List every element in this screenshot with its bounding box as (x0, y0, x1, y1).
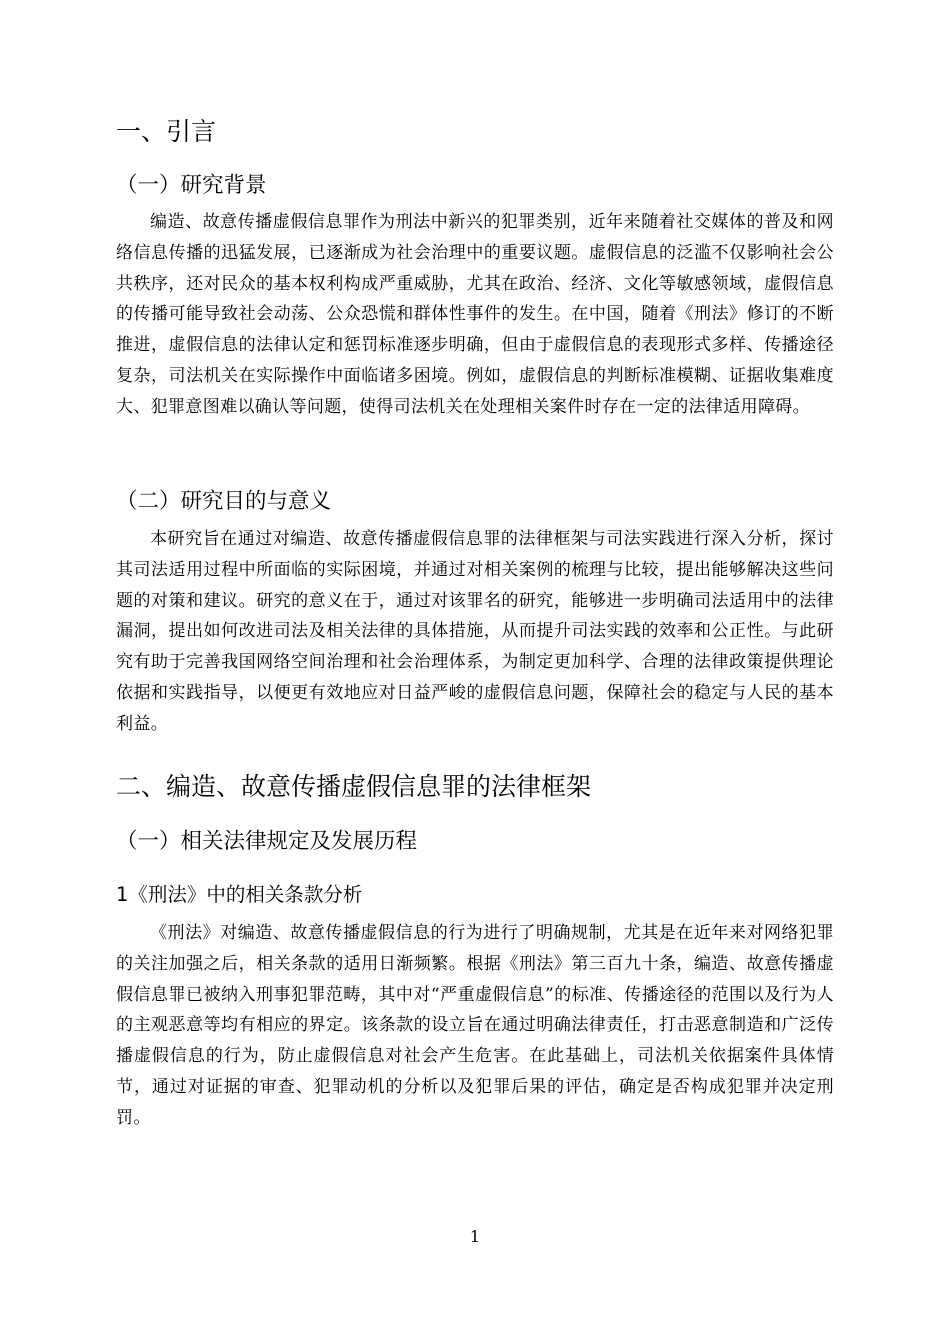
paragraph-criminal-law-articles: 《刑法》对编造、故意传播虚假信息的行为进行了明确规制，尤其是在近年来对网络犯罪的关注加强之后，相关条款的适用日渐频繁。根据《刑法》第三百九十条，编造、故意传播虚假信息罪已被纳入刑事犯罪范畴，其中对“严重虚假信息”的标准、传播途径的范围以及行为人的主观恶意等均有相应的界定。该条款的设立旨在通过明确法律责任，打击恶意制造和广泛传播虚假信息的行为，防止虚假信息对社会产生危害。在此基础上，司法机关依据案件具体情节，通过对证据的审查、犯罪动机的分析以及犯罪后果的评估，确定是否构成犯罪并决定刑罚。 (116, 923, 834, 1128)
subsection-heading-research-purpose: （二）研究目的与意义 (116, 489, 332, 514)
paragraph-research-background: 编造、故意传播虚假信息罪作为刑法中新兴的犯罪类别，近年来随着社交媒体的普及和网络信息传播的迅猛发展，已逐渐成为社会治理中的重要议题。虚假信息的泛滥不仅影响社会公共秩序，还对民众的基本权利构成严重威胁，尤其在政治、经济、文化等敏感领域，虚假信息的传播可能导致社会动荡、公众恐慌和群体性事件的发生。在中国，随着《刑法》修订的不断推进，虚假信息的法律认定和惩罚标准逐步明确，但由于虚假信息的表现形式多样、传播途径复杂，司法机关在实际操作中面临诸多困境。例如，虚假信息的判断标准模糊、证据收集难度大、犯罪意图难以确认等问题，使得司法机关在处理相关案件时存在一定的法律适用障碍。 (116, 212, 834, 417)
subsection-heading-research-background: （一）研究背景 (116, 173, 267, 198)
section-heading-introduction: 一、引言 (116, 117, 217, 146)
section-heading-legal-framework: 二、编造、故意传播虚假信息罪的法律框架 (116, 772, 592, 801)
page-number: 1 (469, 1227, 481, 1246)
subheading-criminal-law-articles: 1《刑法》中的相关条款分析 (116, 883, 363, 906)
paragraph-research-purpose: 本研究旨在通过对编造、故意传播虚假信息罪的法律框架与司法实践进行深入分析，探讨其司法适用过程中所面临的实际困境，并通过对相关案例的梳理与比较，提出能够解决这些问题的对策和建议。研究的意义在于，通过对该罪名的研究，能够进一步明确司法适用中的法律漏洞，提出如何改进司法及相关法律的具体措施，从而提升司法实践的效率和公正性。与此研究有助于完善我国网络空间治理和社会治理体系，为制定更加科学、合理的法律政策提供理论依据和实践指导，以便更有效地应对日益严峻的虚假信息问题，保障社会的稳定与人民的基本利益。 (116, 529, 834, 734)
subsection-heading-legal-provisions: （一）相关法律规定及发展历程 (116, 829, 418, 854)
